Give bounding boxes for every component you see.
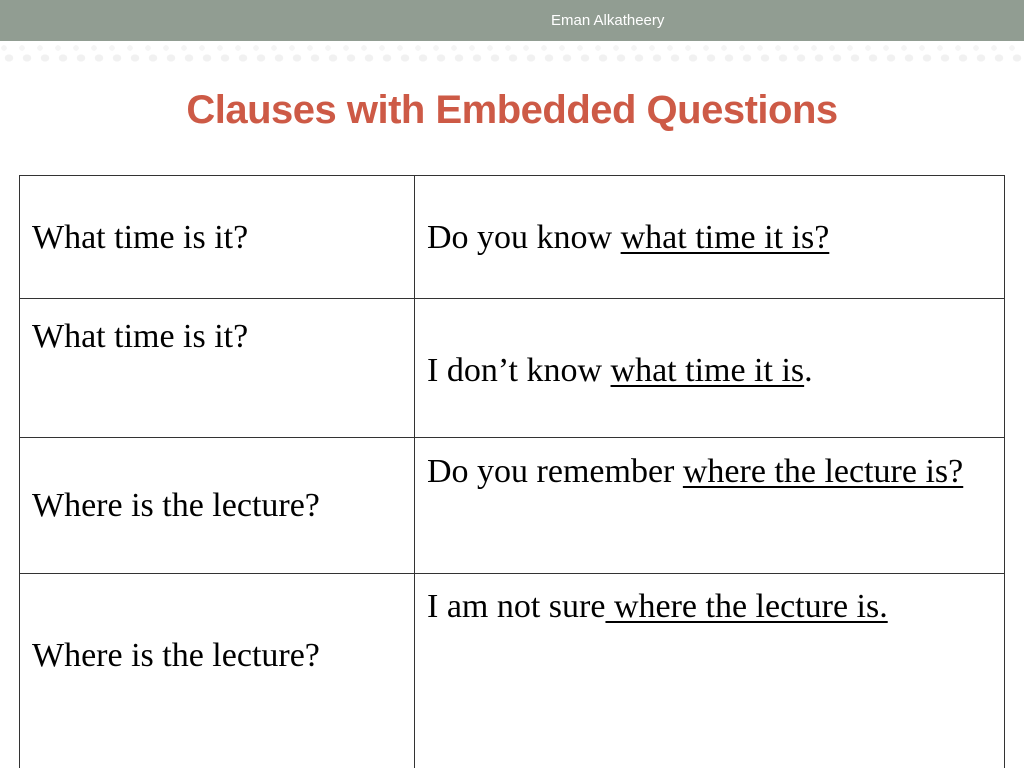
question-cell: Where is the lecture?: [20, 438, 415, 574]
embedded-clause: what time it is: [610, 352, 805, 389]
embedded-clause: what time it is?: [620, 218, 830, 256]
header-bar: [0, 0, 1024, 41]
embedded-question-cell: [415, 438, 1005, 574]
embedded-question-cell: [415, 299, 1005, 438]
sentence-prefix: I am not sure: [427, 588, 606, 625]
examples-table: [19, 175, 1005, 768]
author-name: Eman Alkatheery: [551, 12, 665, 29]
embedded-clause: where the lecture is?: [682, 453, 964, 490]
slide-title: Clauses with Embedded Questions: [186, 88, 838, 132]
embedded-question-cell: [415, 176, 1005, 299]
sentence-prefix: I don’t know: [427, 352, 611, 389]
table-row: [20, 438, 1005, 574]
sentence-prefix: Do you know: [427, 218, 621, 256]
table-row: [20, 574, 1005, 768]
decorative-pattern-strip: [0, 41, 1024, 67]
table-row: [20, 299, 1005, 438]
embedded-clause: where the lecture is.: [605, 588, 888, 625]
embedded-question-cell: [415, 574, 1005, 768]
question-cell: What time is it?: [20, 299, 415, 438]
question-cell: Where is the lecture?: [20, 574, 415, 768]
table-row: [20, 176, 1005, 299]
sentence-suffix: .: [804, 352, 813, 389]
question-cell: What time is it?: [20, 176, 415, 299]
sentence-prefix: Do you remember: [427, 453, 683, 490]
